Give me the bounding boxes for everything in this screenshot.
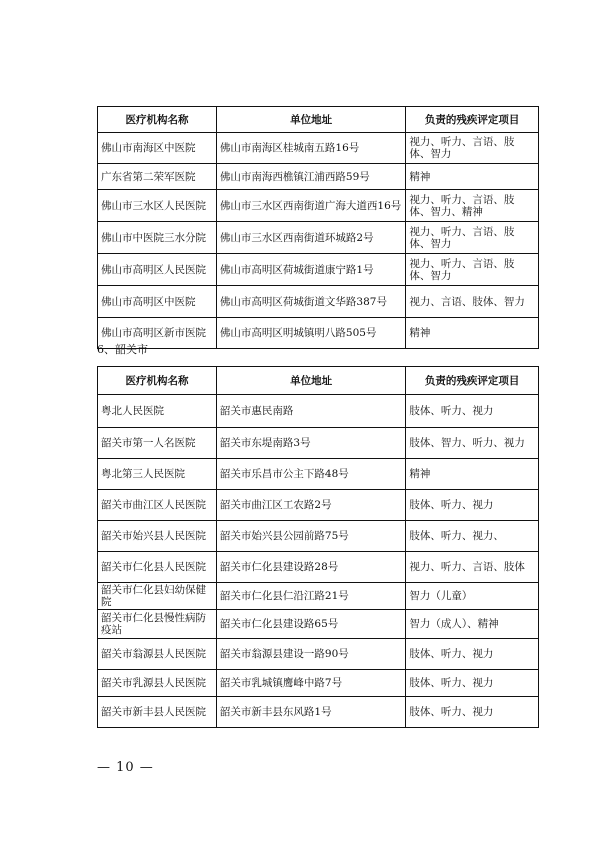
address-cell: 韶关市东堤南路3号 [216,428,405,459]
institution-cell: 广东省第二荣军医院 [98,164,217,190]
institution-cell: 佛山市南海区中医院 [98,133,217,164]
assessment-items-cell: 智力（成人）、精神 [406,610,539,639]
table-row [98,254,539,286]
address-cell: 韶关市始兴县公园前路75号 [216,521,405,552]
table-row [98,190,539,222]
assessment-items-cell: 肢体、听力、视力 [406,697,539,728]
header-address: 单位地址 [216,107,405,133]
assessment-items-cell: 肢体、听力、视力 [406,670,539,697]
address-cell: 佛山市南海区桂城南五路16号 [216,133,405,164]
address-cell: 佛山市南海西樵镇江浦西路59号 [216,164,405,190]
institution-cell: 佛山市高明区中医院 [98,286,217,318]
table-row [98,318,539,349]
institution-cell: 韶关市曲江区人民医院 [98,490,217,521]
table-row [98,521,539,552]
header-institution: 医疗机构名称 [98,107,217,133]
institution-cell: 韶关市新丰县人民医院 [98,697,217,728]
assessment-items-cell: 精神 [406,164,539,190]
assessment-items-cell: 视力、言语、肢体、智力 [406,286,539,318]
table-row [98,670,539,697]
institution-cell: 韶关市第一人名医院 [98,428,217,459]
institution-cell: 粤北人民医院 [98,395,217,428]
address-cell: 韶关市仁化县建设路28号 [216,552,405,583]
assessment-items-cell: 肢体、听力、视力 [406,490,539,521]
table-row [98,459,539,490]
page-number: — 10 — [97,760,154,775]
table-row [98,222,539,254]
table-row [98,490,539,521]
institution-cell: 佛山市三水区人民医院 [98,190,217,222]
assessment-items-cell: 肢体、听力、视力 [406,639,539,670]
table-header-row [98,107,539,133]
institution-cell: 粤北第三人民医院 [98,459,217,490]
address-cell: 韶关市惠民南路 [216,395,405,428]
assessment-items-cell: 视力、听力、言语、肢体、智力 [406,254,539,286]
assessment-items-cell: 智力（儿童） [406,583,539,610]
assessment-items-cell: 肢体、听力、视力、 [406,521,539,552]
address-cell: 佛山市三水区西南街道广海大道西16号 [216,190,405,222]
institution-cell: 佛山市高明区人民医院 [98,254,217,286]
table-row [98,286,539,318]
address-cell: 韶关市翁源县建设一路90号 [216,639,405,670]
table-row [98,697,539,728]
institution-cell: 韶关市翁源县人民医院 [98,639,217,670]
institution-cell: 佛山市高明区新市医院 [98,318,217,349]
assessment-items-cell: 视力、听力、言语、肢体、智力、精神 [406,190,539,222]
header-institution: 医疗机构名称 [98,367,217,395]
address-cell: 韶关市仁化县仁沿江路21号 [216,583,405,610]
table-row [98,552,539,583]
institution-cell: 韶关市仁化县人民医院 [98,552,217,583]
table-row [98,133,539,164]
assessment-items-cell: 精神 [406,459,539,490]
assessment-items-cell: 视力、听力、言语、肢体 [406,552,539,583]
assessment-items-cell: 视力、听力、言语、肢体、智力 [406,133,539,164]
table-row [98,164,539,190]
hospital-table-foshan [97,106,539,349]
header-items: 负责的残疾评定项目 [406,367,539,395]
table-row [98,428,539,459]
institution-cell: 韶关市仁化县慢性病防疫站 [98,610,217,639]
address-cell: 佛山市高明区荷城街道康宁路1号 [216,254,405,286]
address-cell: 佛山市三水区西南街道环城路2号 [216,222,405,254]
address-cell: 佛山市高明区荷城街道文华路387号 [216,286,405,318]
table-header-row [98,367,539,395]
assessment-items-cell: 视力、听力、言语、肢体、智力 [406,222,539,254]
address-cell: 韶关市曲江区工农路2号 [216,490,405,521]
address-cell: 韶关市乳城镇鹰峰中路7号 [216,670,405,697]
institution-cell: 佛山市中医院三水分院 [98,222,217,254]
institution-cell: 韶关市仁化县妇幼保健院 [98,583,217,610]
address-cell: 韶关市乐昌市公主下路48号 [216,459,405,490]
institution-cell: 韶关市乳源县人民医院 [98,670,217,697]
table-row [98,395,539,428]
address-cell: 佛山市高明区明城镇明八路505号 [216,318,405,349]
table-row [98,610,539,639]
assessment-items-cell: 肢体、智力、听力、视力 [406,428,539,459]
section-heading: 6、韶关市 [97,343,148,356]
institution-cell: 韶关市始兴县人民医院 [98,521,217,552]
table-row [98,583,539,610]
table-row [98,639,539,670]
hospital-table-shaoguan [97,366,539,728]
assessment-items-cell: 肢体、听力、视力 [406,395,539,428]
address-cell: 韶关市新丰县东风路1号 [216,697,405,728]
assessment-items-cell: 精神 [406,318,539,349]
header-address: 单位地址 [216,367,405,395]
header-items: 负责的残疾评定项目 [406,107,539,133]
address-cell: 韶关市仁化县建设路65号 [216,610,405,639]
